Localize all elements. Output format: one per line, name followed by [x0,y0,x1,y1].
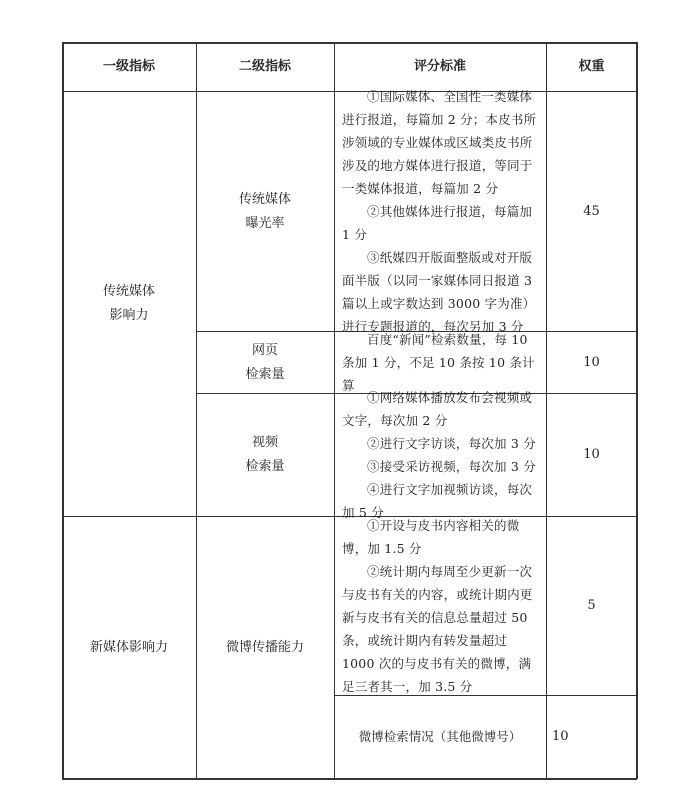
header-level2: 二级指标 [238,58,291,74]
level2-label-line: 视频 [251,435,278,450]
criteria-item: ④进行文字加视频访谈，每次加 5 分 [342,482,533,520]
level1-label-line: 影响力 [109,308,149,323]
weight-web-search: 10 [583,354,600,370]
criteria-item: ①国际媒体、全国性一类媒体进行报道，每篇加 2 分；本皮书所涉领域的专业媒体或区域类皮书所涉及的地方媒体进行报道，等同于一类媒体报道，每篇加 2 分 [342,89,537,196]
criteria-item: ②其他媒体进行报道，每篇加 1 分 [342,204,533,242]
criteria-item: ①开设与皮书内容相关的微博，加 1.5 分 [342,518,520,556]
level1-new-media [62,517,196,778]
level1-label-line: 传统媒体 [102,284,155,299]
weight-video-search: 10 [583,447,600,462]
weight-weibo-search: 10 [552,729,569,744]
weight-traditional-exposure: 45 [583,203,600,219]
criteria-video-search [334,390,546,520]
criteria-item: ②进行文字访谈，每次加 3 分 [367,436,536,451]
level2-traditional-exposure [196,92,334,331]
level2-label-line: 检索量 [245,459,285,474]
evaluation-table [62,42,637,779]
level2-label-line: 传统媒体 [238,191,291,207]
level2-label-line: 检索量 [245,366,285,382]
criteria-item: ②统计期内每周至少更新一次与皮书有关的内容，或统计期内更新与皮书有关的信息总量超过 50 条，或统计期内有转发量超过 1000 次的与皮书有关的微博，满足三者其一，加 3.5 分 [342,564,533,694]
level1-traditional-media [62,92,196,516]
criteria-weibo [334,517,546,695]
level1-label-line: 新媒体影响力 [89,639,168,655]
criteria-item: ③纸媒四开版面整版或对开版面半版（以同一家媒体同日报道 3 篇以上或字数达到 3000 字为准）进行专题报道的，每次另加 3 分 [342,250,536,334]
criteria-web-search [334,332,546,393]
weight-weibo: 5 [587,598,596,613]
criteria-item: 微博检索情况（其他微博号） [358,729,522,744]
level2-web-search [196,332,334,393]
criteria-item: ①网络媒体播放发布会视频或文字，每次加 2 分 [342,390,533,428]
header-level1: 一级指标 [102,58,155,74]
level2-label-line: 曝光率 [245,215,285,231]
level2-weibo [196,517,334,778]
table-border-bottom [62,778,637,780]
criteria-item: 百度“新闻”检索数量，每 10 条加 1 分，不足 10 条按 10 条计算 [342,332,535,393]
level2-label-line: 微博传播能力 [225,639,304,655]
level2-video-search [196,394,334,516]
level2-label-line: 网页 [251,342,278,358]
criteria-traditional-exposure [334,89,546,334]
criteria-weibo-search [334,696,546,778]
header-weight: 权重 [578,58,605,74]
criteria-item: ③接受采访视频，每次加 3 分 [367,459,536,474]
header-criteria: 评分标准 [413,58,466,74]
